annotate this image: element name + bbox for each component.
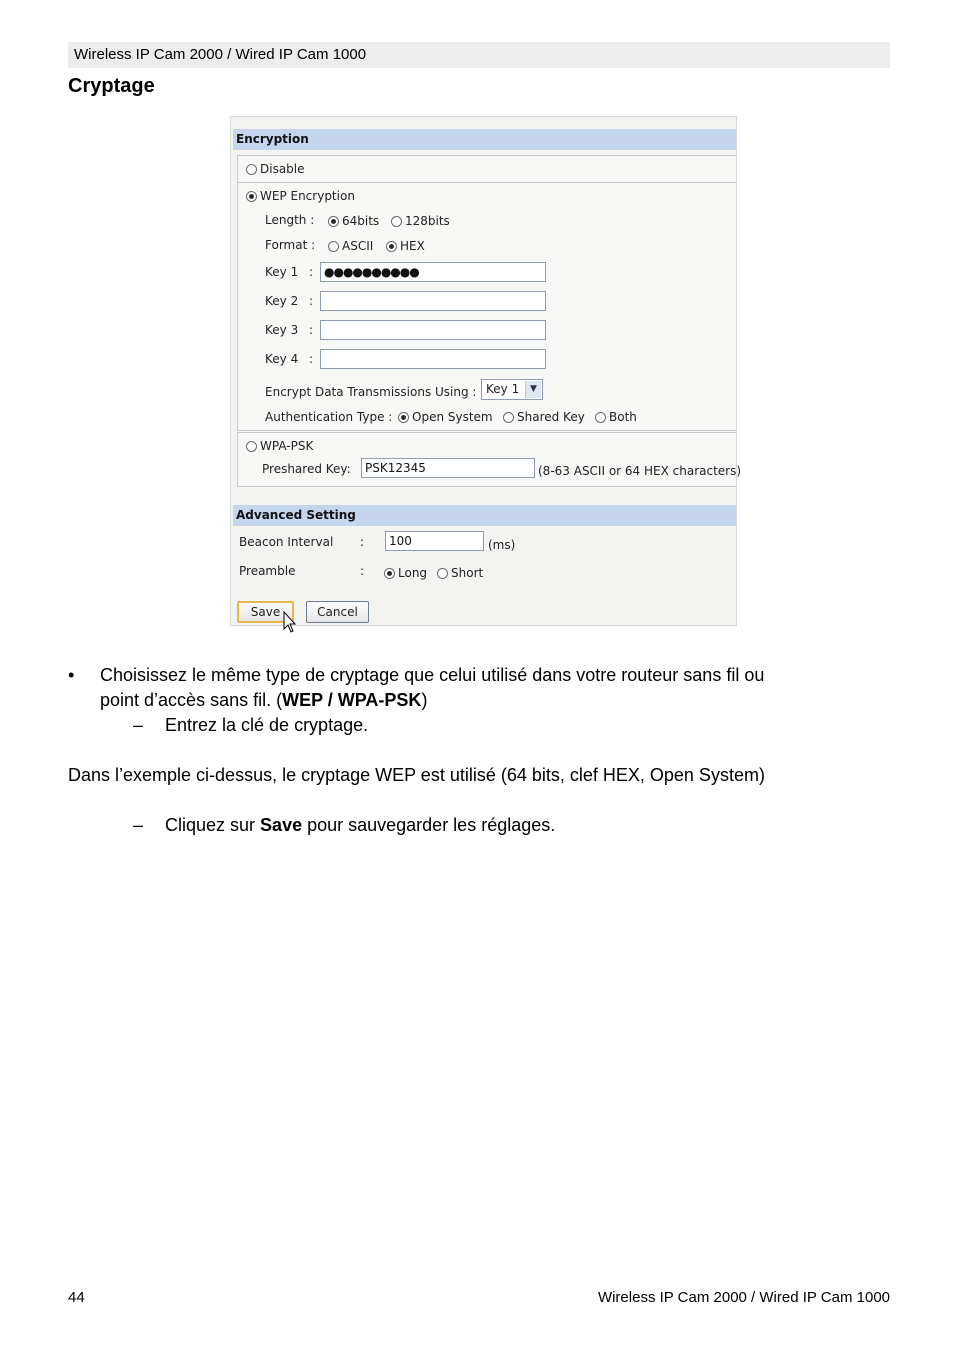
save-button[interactable]: Save	[237, 601, 294, 623]
dash-marker: –	[133, 715, 144, 735]
encrypt-key-select[interactable]	[481, 379, 543, 400]
disable-group	[237, 155, 736, 183]
dash-marker-2: –	[133, 815, 144, 835]
key1-label: Key 1	[265, 265, 299, 279]
key1-colon: :	[309, 265, 314, 279]
beacon-label: Beacon Interval	[239, 535, 334, 549]
disable-radio-icon[interactable]	[246, 164, 257, 175]
sub-instruction: Entrez la clé de cryptage.	[165, 715, 369, 735]
format-ascii-radio-icon[interactable]	[328, 241, 339, 252]
length-128-radio-icon[interactable]	[391, 216, 402, 227]
preamble-colon: :	[360, 564, 365, 578]
beacon-unit: (ms)	[488, 538, 516, 552]
format-ascii-label: ASCII	[342, 239, 374, 253]
running-header-title: Wireless IP Cam 2000 / Wired IP Cam 1000	[74, 46, 367, 63]
psk-input[interactable]: PSK12345	[361, 458, 535, 478]
instruction-line-2	[100, 688, 427, 713]
auth-open-option[interactable]	[398, 410, 493, 424]
bullet-marker: •	[68, 665, 75, 685]
page-number: 44	[68, 1289, 85, 1306]
beacon-input[interactable]: 100	[385, 531, 484, 551]
mouse-cursor-icon	[283, 611, 299, 635]
wep-label: WEP Encryption	[260, 189, 355, 203]
wpa-option[interactable]	[246, 439, 313, 453]
preamble-label: Preamble	[239, 564, 296, 578]
wpa-group	[237, 432, 742, 487]
preamble-long-option[interactable]	[384, 566, 427, 580]
auth-both-radio-icon[interactable]	[595, 412, 606, 423]
key4-colon: :	[309, 352, 314, 366]
auth-open-label: Open System	[412, 410, 493, 424]
auth-label: Authentication Type :	[265, 410, 393, 424]
auth-shared-option[interactable]	[503, 410, 585, 424]
key3-colon: :	[309, 323, 314, 337]
key2-input[interactable]	[320, 291, 546, 311]
disable-option[interactable]	[246, 162, 305, 176]
key2-label: Key 2	[265, 294, 299, 308]
auth-both-label: Both	[609, 410, 637, 424]
length-64-option[interactable]	[328, 214, 379, 228]
key4-input[interactable]	[320, 349, 546, 369]
wpa-radio-icon[interactable]	[246, 441, 257, 452]
key2-colon: :	[309, 294, 314, 308]
footer-title: Wireless IP Cam 2000 / Wired IP Cam 1000	[597, 1289, 890, 1306]
encrypt-key-select-value: Key 1	[486, 382, 520, 396]
instruction-line-2-end: )	[421, 690, 428, 710]
wep-option[interactable]	[246, 189, 355, 203]
length-64-radio-icon[interactable]	[328, 216, 339, 227]
auth-open-radio-icon[interactable]	[398, 412, 409, 423]
preamble-short-radio-icon[interactable]	[437, 568, 448, 579]
encryption-header: Encryption	[233, 129, 736, 150]
instruction-encryption-types: WEP / WPA-PSK	[282, 690, 422, 710]
chevron-down-icon[interactable]: ▼	[525, 381, 541, 398]
auth-both-option[interactable]	[595, 410, 637, 424]
running-header	[68, 42, 890, 68]
wep-group	[237, 182, 736, 431]
format-label: Format :	[265, 238, 316, 252]
advanced-header: Advanced Setting	[233, 505, 736, 526]
format-hex-radio-icon[interactable]	[386, 241, 397, 252]
format-hex-option[interactable]	[386, 239, 425, 253]
length-64-label: 64bits	[342, 214, 380, 228]
save-instruction	[165, 813, 555, 838]
auth-shared-label: Shared Key	[517, 410, 585, 424]
wpa-label: WPA-PSK	[260, 439, 314, 453]
example-paragraph: Dans l’exemple ci-dessus, le cryptage WEP est utilisé (64 bits, clef HEX, Open System)	[68, 765, 765, 785]
psk-hint: (8-63 ASCII or 64 HEX characters)	[538, 464, 742, 478]
format-ascii-option[interactable]	[328, 239, 373, 253]
beacon-colon: :	[360, 535, 365, 549]
encryption-settings-panel	[230, 116, 742, 626]
preamble-short-option[interactable]	[437, 566, 483, 580]
cancel-button[interactable]: Cancel	[306, 601, 369, 623]
format-hex-label: HEX	[400, 239, 425, 253]
key1-input[interactable]: ●●●●●●●●●●	[320, 262, 546, 282]
instruction-line-1: Choisissez le même type de cryptage que celui utilisé dans votre routeur sans fil ou	[100, 665, 765, 685]
encrypt-using-label: Encrypt Data Transmissions Using :	[265, 385, 477, 399]
save-instruction-end: pour sauvegarder les réglages.	[302, 815, 556, 835]
disable-label: Disable	[260, 162, 305, 176]
key3-input[interactable]	[320, 320, 546, 340]
preamble-long-radio-icon[interactable]	[384, 568, 395, 579]
key3-label: Key 3	[265, 323, 299, 337]
wep-radio-icon[interactable]	[246, 191, 257, 202]
key4-label: Key 4	[265, 352, 299, 366]
preamble-long-label: Long	[398, 566, 428, 580]
psk-label: Preshared Key:	[262, 462, 351, 476]
length-128-label: 128bits	[405, 214, 450, 228]
auth-shared-radio-icon[interactable]	[503, 412, 514, 423]
preamble-short-label: Short	[451, 566, 484, 580]
instruction-line-2-start: point d’accès sans fil. (	[100, 690, 283, 710]
section-title: Cryptage	[68, 75, 155, 97]
save-instruction-start: Cliquez sur	[165, 815, 261, 835]
save-instruction-bold: Save	[260, 815, 303, 835]
length-128-option[interactable]	[391, 214, 450, 228]
length-label: Length :	[265, 213, 315, 227]
